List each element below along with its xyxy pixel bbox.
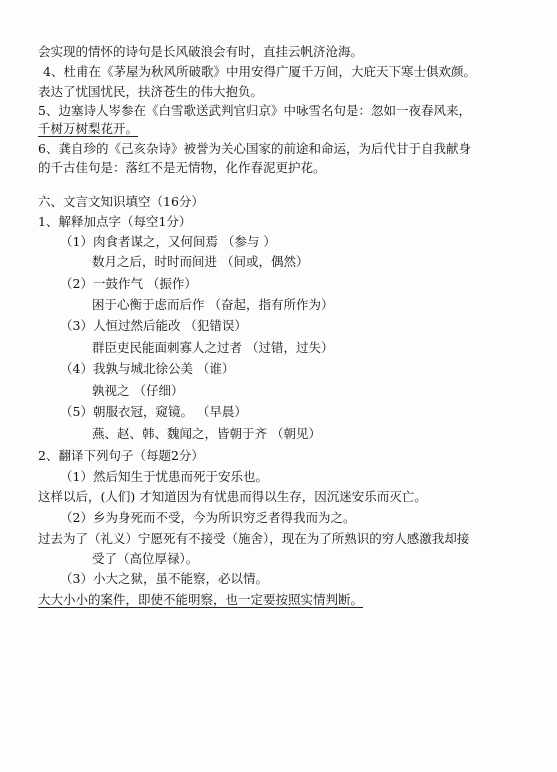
- text-line: （3）小大之狱，虽不能察，必以情。: [60, 571, 268, 586]
- text-line: （2）一鼓作气 （振作）: [60, 276, 197, 291]
- text-line: 4、杜甫在《茅屋为秋风所破歌》中用安得广厦千万间，大庇天下寒士俱欢颜。: [43, 64, 476, 79]
- text-line: （2）乡为身死而不受，今为所识穷乏者得我而为之。: [60, 510, 356, 525]
- text-line: 数月之后，时时而间进 （间或，偶然）: [92, 254, 309, 269]
- text-line: 困于心衡于虑而后作 （奋起，指有所作为）: [92, 297, 334, 312]
- text-line: （1）肉食者谋之，又何间焉 （参与 ）: [60, 234, 276, 249]
- text-line: 大大小小的案件，即使不能明察，也一定要按照实情判断。: [38, 592, 364, 607]
- text-line: 过去为了（礼义）宁愿死有不接受（施舍），现在为了所熟识的穷人感激我却接: [38, 531, 470, 546]
- text-line: （3）人恒过然后能改 （犯错误）: [60, 318, 247, 333]
- text-line: 燕、赵、韩、魏闻之，皆朝于齐 （朝见）: [92, 426, 321, 441]
- text-line: 孰视之 （仔细）: [92, 383, 184, 398]
- section-heading: 六、文言文知识填空（16分）: [38, 194, 204, 209]
- text-line: （5）朝服衣冠，窥镜。 （早晨）: [60, 404, 247, 419]
- subsection-heading: 1、解释加点字（每空1分）: [38, 214, 192, 229]
- text-line: （1）然后知生于忧患而死于安乐也。: [60, 469, 268, 484]
- text-line: 表达了忧国忧民，扶济苍生的伟大抱负。: [38, 84, 264, 99]
- text-line: 会实现的情怀的诗句是长风破浪会有时，直挂云帆济沧海。: [38, 44, 364, 59]
- subsection-heading: 2、翻译下列句子（每题2分）: [38, 448, 204, 463]
- text-line: 受了（高位厚禄）。: [92, 551, 199, 566]
- text-line: 5、边塞诗人岑参在《白雪歌送武判官归京》中咏雪名句是：忽如一夜春风来，: [38, 103, 471, 118]
- text-line: 这样以后，(人们) 才知道因为有忧患而得以生存，因沉迷安乐而灭亡。: [38, 489, 427, 504]
- text-line: 群臣吏民能面刺寡人之过者 （过错，过失）: [92, 340, 334, 355]
- text-line: 千树万树梨花开。: [38, 121, 139, 136]
- text-line: （4）我孰与城北徐公美 （谁）: [60, 361, 235, 376]
- text-line: 6、龚自珍的《己亥杂诗》被誉为关心国家的前途和命运，为后代甘于自我献身: [38, 141, 471, 156]
- text-line: 的千古佳句是：落红不是无情物，化作春泥更护花。: [38, 160, 326, 175]
